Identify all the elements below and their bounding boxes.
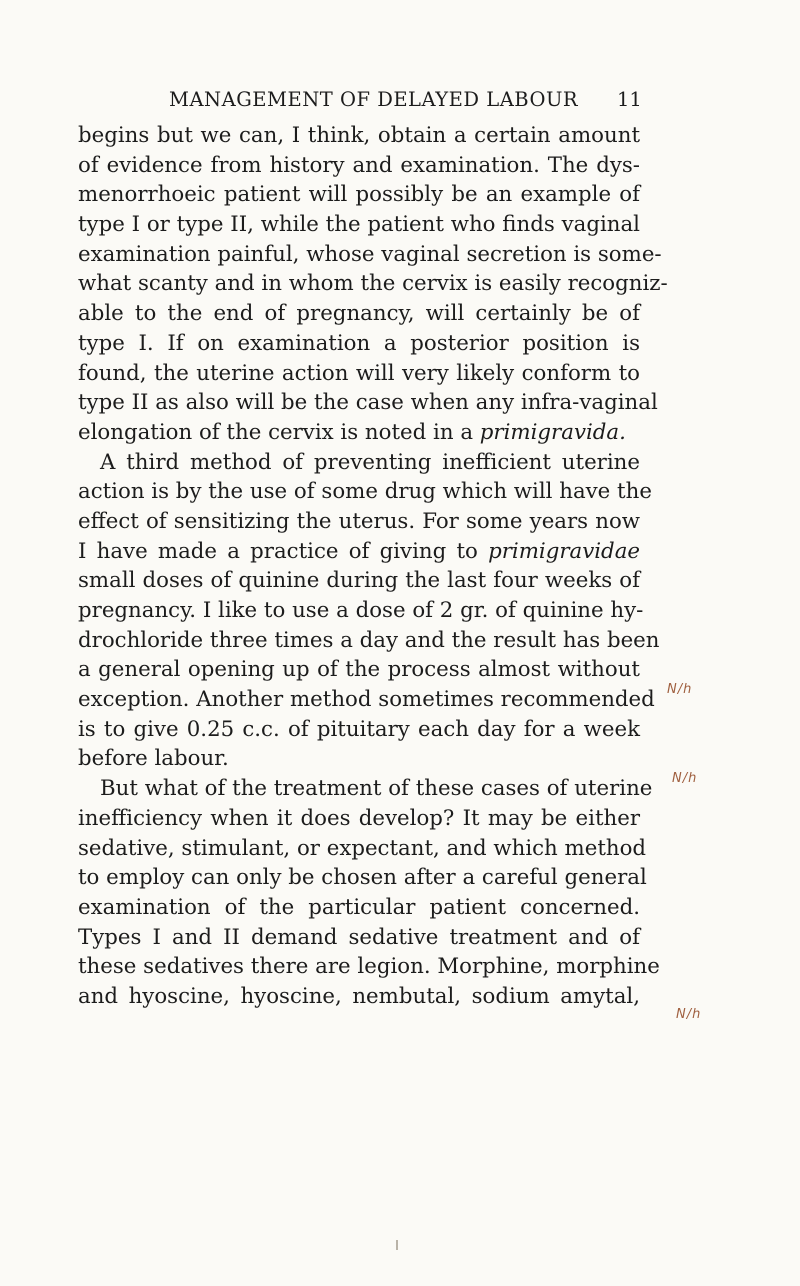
margin-annotation: N/h [667,682,693,697]
text-line [78,418,640,448]
text-line: action is by the use of some drug which will have the [78,479,652,505]
text-line: sedative, stimulant, or expectant, and which method [78,835,647,861]
stray-ink-mark [396,1240,398,1250]
page-number: 11 [617,88,642,111]
running-head [0,88,800,112]
text-line [78,537,640,567]
text-line: exception. Another method sometimes recommended [78,687,655,713]
text-line: type I. If on examination a posterior position is [78,330,640,356]
text-line: and hyoscine, hyoscine, nembutal, sodium amytal, [78,983,640,1009]
text-line: a general opening up of the process almost without [78,657,640,683]
italic-term: primigravida. [479,419,626,445]
text-line: small doses of quinine during the last four weeks of [78,568,640,594]
text-line: menorrhoeic patient will possibly be an example of [78,182,640,208]
italic-term: primigravidae [488,538,640,564]
text-line: drochloride three times a day and the result has been [78,627,660,653]
running-title: MANAGEMENT OF DELAYED LABOUR [169,88,579,111]
margin-annotation: N/h [676,1007,702,1022]
text-line: inefficiency when it does develop? It may be either [78,805,640,831]
text-line: found, the uterine action will very likely conform to [78,360,640,386]
margin-annotation: N/h [672,771,698,786]
text-segment: I have made a practice of giving to [78,538,489,564]
text-line: begins but we can, I think, obtain a certain amount [78,123,640,148]
text-line: to employ can only be chosen after a careful general [78,865,647,891]
text-segment: elongation of the cervix is noted in a [78,419,480,445]
text-line: these sedatives there are legion. Morphine, morphine [78,954,660,980]
text-line: type I or type II, while the patient who finds vaginal [78,212,640,238]
body-text [78,121,668,1012]
text-line: of evidence from history and examination. The dys- [78,152,640,178]
text-line: pregnancy. I like to use a dose of 2 gr. of quinine hy- [78,598,644,623]
text-line: examination of the particular patient concerned. [78,894,640,920]
text-line: type II as also will be the case when any infra-vaginal [78,390,658,416]
text-line: able to the end of pregnancy, will certainly be of [78,301,640,327]
text-line: is to give 0.25 c.c. of pituitary each day for a week [78,716,640,742]
text-line: But what of the treatment of these cases of uterine [100,776,653,802]
text-line: before labour. [78,746,229,772]
text-line: Types I and II demand sedative treatment and of [78,924,640,950]
text-line: A third method of preventing inefficient uterine [100,449,640,475]
text-line: what scanty and in whom the cervix is easily recogniz- [78,271,668,297]
text-line: effect of sensitizing the uterus. For some years now [78,508,640,534]
text-line: examination painful, whose vaginal secretion is some- [78,241,662,267]
